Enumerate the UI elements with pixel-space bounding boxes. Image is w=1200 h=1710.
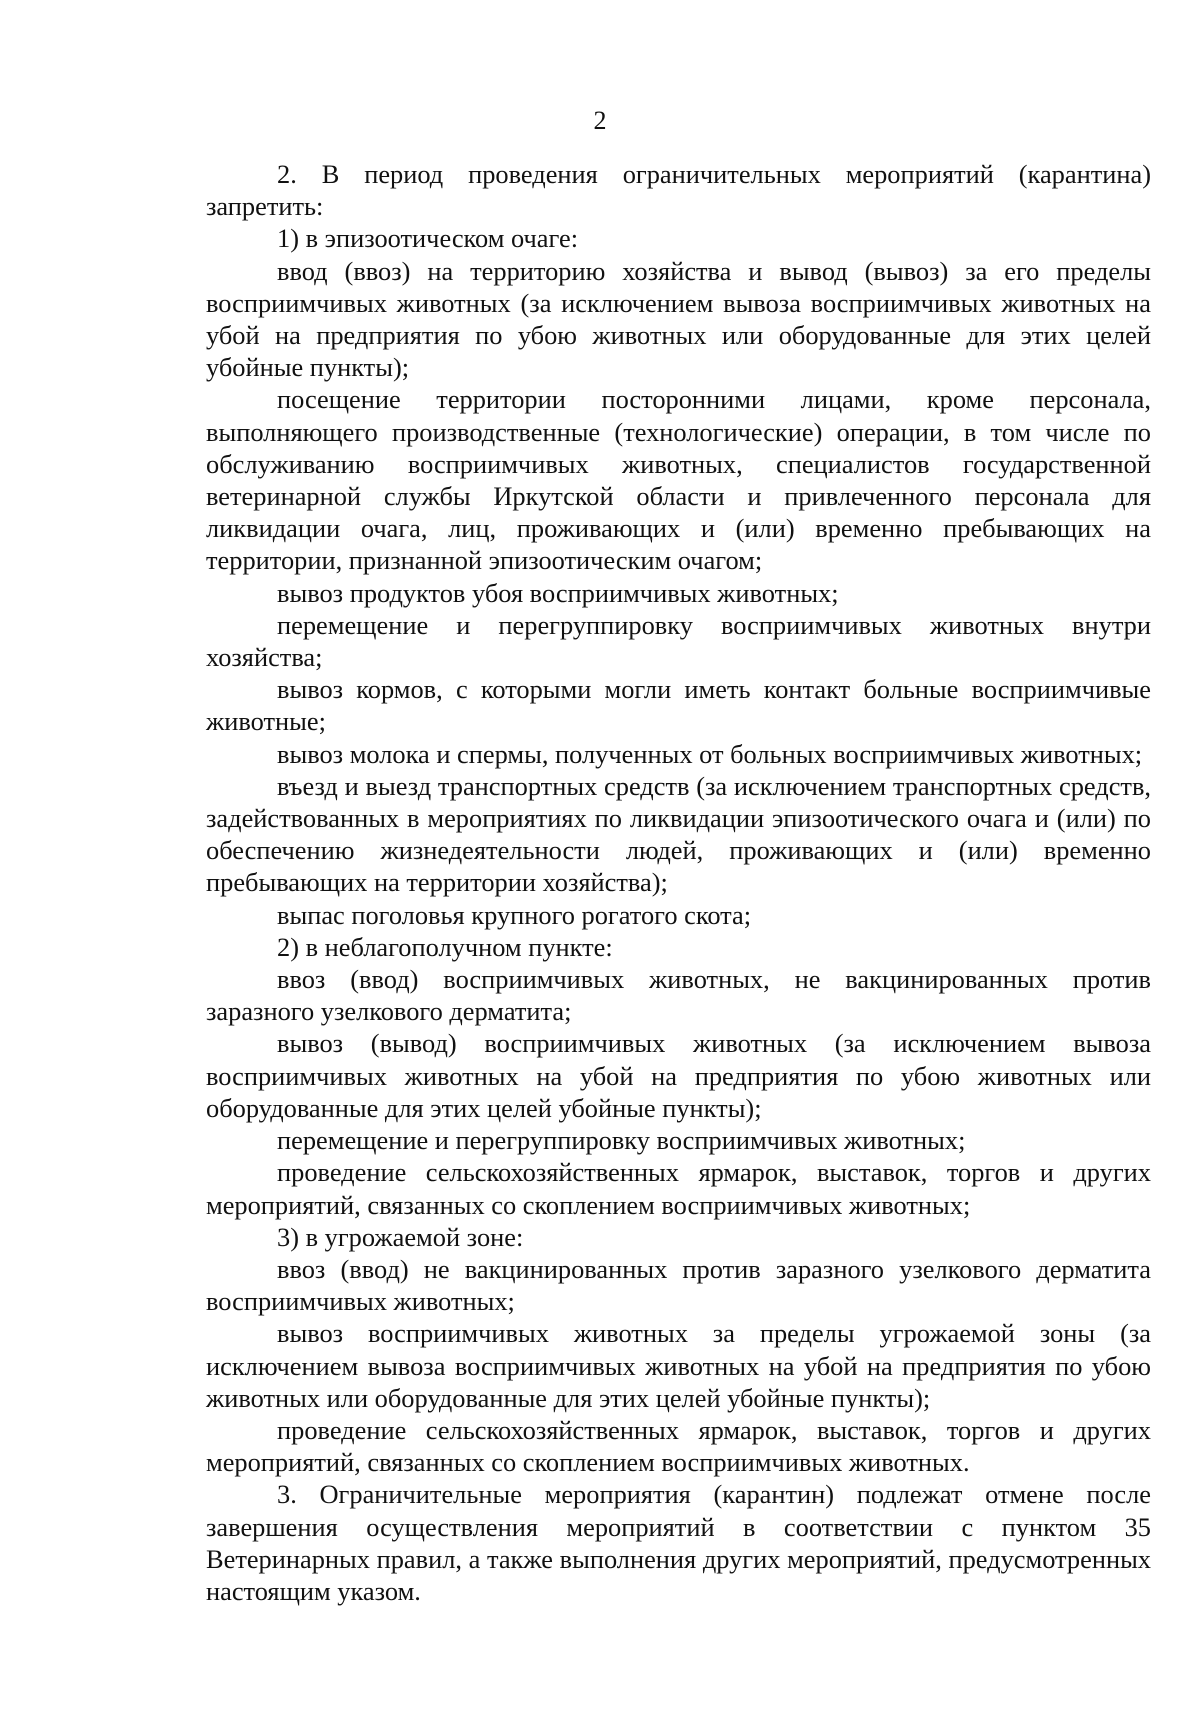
subclause-1-heading: 1) в эпизоотическом очаге: xyxy=(277,223,579,254)
list-item: ввод (ввоз) на территорию хозяйства и вывод (вывоз) за его пределы восприимчивых животных (за исключением вывоза восприимчивых животных на убой на предприятия по убою животных или оборудованные для этих целей убойные пункты); xyxy=(206,255,1151,383)
clause-2-intro: 2. В период проведения ограничительных мероприятий (карантина) запретить: xyxy=(206,159,1151,222)
list-item: выпас поголовья крупного рогатого скота; xyxy=(277,899,752,930)
list-item: перемещение и перегруппировку восприимчивых животных; xyxy=(277,1125,966,1156)
page-number: 2 xyxy=(593,106,607,135)
subclause-2-heading: 2) в неблагополучном пункте: xyxy=(277,931,613,962)
list-item: ввоз (ввод) не вакцинированных против заразного узелкового дерматита восприимчивых животных; xyxy=(206,1253,1151,1317)
list-item: вывоз восприимчивых животных за пределы угрожаемой зоны (за исключением вывоза восприимчивых животных на убой на предприятия по убою животных или оборудованные для этих целей убойные пункты); xyxy=(206,1318,1151,1413)
list-item: посещение территории посторонними лицами, кроме персонала, выполняющего производственные (технологические) операции, в том числе по обслуживанию восприимчивых животных, специалистов государственной ветеринарной службы Иркутской области и привлеченного персонала для ликвидации очага, лиц, проживающих и (или) временно пребывающих на территории, признанной эпизоотическим очагом; xyxy=(206,384,1151,576)
list-item: проведение сельскохозяйственных ярмарок, выставок, торгов и других мероприятий, связанных со скоплением восприимчивых животных. xyxy=(206,1414,1151,1478)
document-body xyxy=(206,158,1151,1607)
list-item: перемещение и перегруппировку восприимчивых животных внутри хозяйства; xyxy=(206,609,1151,673)
clause-3: 3. Ограничительные мероприятия (карантин) подлежат отмене после завершения осуществления мероприятий в соответствии с пунктом 35 Ветеринарных правил, а также выполнения других мероприятий, предусмотренных настоящим указом. xyxy=(206,1479,1151,1606)
list-item: вывоз молока и спермы, полученных от больных восприимчивых животных; xyxy=(277,738,1143,769)
list-item: вывоз кормов, с которыми могли иметь контакт больные восприимчивые животные; xyxy=(206,674,1151,737)
list-item: вывоз продуктов убоя восприимчивых животных; xyxy=(277,577,839,608)
list-item: проведение сельскохозяйственных ярмарок, выставок, торгов и других мероприятий, связанных со скоплением восприимчивых животных; xyxy=(206,1157,1151,1220)
list-item: въезд и выезд транспортных средств (за исключением транспортных средств, задействованных в мероприятиях по ликвидации эпизоотического очага и (или) по обеспечению жизнедеятельности людей, проживающих и (или) временно пребывающих на территории хозяйства); xyxy=(206,770,1151,898)
list-item: ввоз (ввод) восприимчивых животных, не вакцинированных против заразного узелкового дерматита; xyxy=(206,964,1151,1027)
list-item: вывоз (вывод) восприимчивых животных (за исключением вывоза восприимчивых животных на убой на предприятия по убою животных или оборудованные для этих целей убойные пункты); xyxy=(206,1028,1151,1123)
subclause-3-heading: 3) в угрожаемой зоне: xyxy=(277,1221,524,1252)
